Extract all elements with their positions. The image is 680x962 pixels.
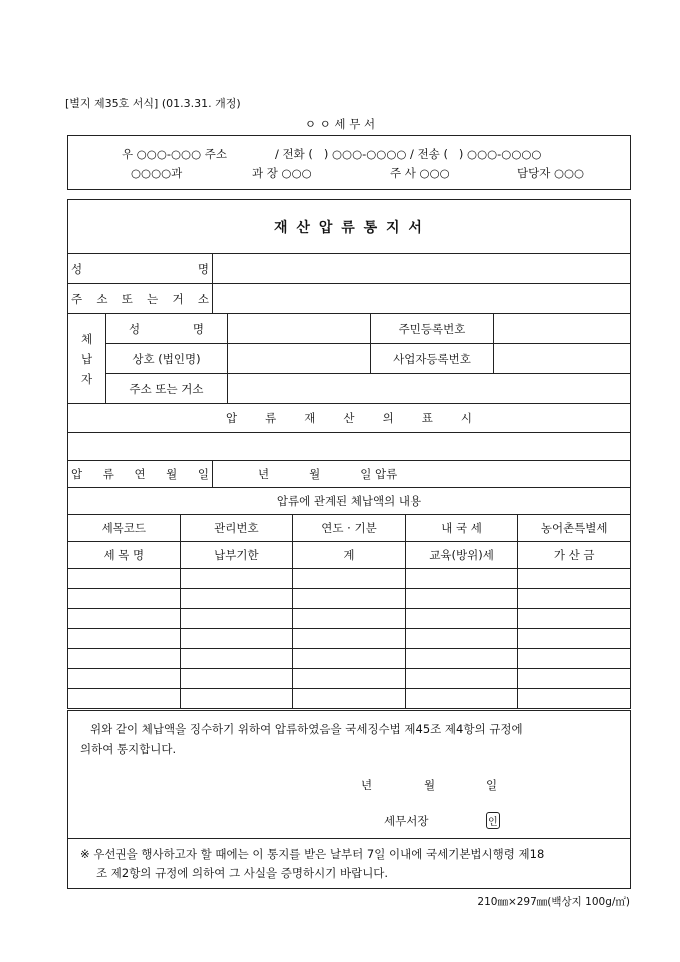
table-cell[interactable]	[68, 689, 181, 709]
table-cell[interactable]	[180, 589, 293, 609]
address-label: 주 소 또 는 거 소	[68, 284, 213, 314]
delinquent-table	[67, 313, 631, 404]
address-field[interactable]	[213, 284, 631, 314]
table-cell[interactable]	[180, 569, 293, 589]
table-row	[68, 609, 631, 629]
table-cell[interactable]	[405, 609, 518, 629]
col-education-tax: 교육(방위)세	[405, 542, 518, 569]
statement-table	[67, 710, 631, 889]
note-cell	[68, 839, 631, 889]
date-day: 일	[486, 778, 498, 792]
delinquent-name-field[interactable]	[228, 314, 371, 344]
table-row	[68, 629, 631, 649]
officer: 주 사 ○○○	[390, 166, 450, 180]
seal-mark: 인	[486, 812, 500, 829]
table-cell[interactable]	[68, 569, 181, 589]
table-cell[interactable]	[293, 609, 406, 629]
date-month: 월	[424, 778, 436, 792]
delinquent-address-label: 주소 또는 거소	[106, 374, 228, 404]
property-field[interactable]	[68, 433, 631, 461]
company-label: 상호 (법인명)	[106, 344, 228, 374]
table-cell[interactable]	[293, 569, 406, 589]
table-cell[interactable]	[518, 669, 631, 689]
table-row	[68, 569, 631, 589]
seizure-date-label: 압 류 연 월 일	[68, 461, 213, 488]
property-table	[67, 403, 631, 461]
col-due-date: 납부기한	[180, 542, 293, 569]
col-national-tax: 내 국 세	[405, 515, 518, 542]
table-cell[interactable]	[180, 609, 293, 629]
table-cell[interactable]	[405, 669, 518, 689]
table-cell[interactable]	[68, 609, 181, 629]
seizure-date-field[interactable]: 년 월 일 압류	[213, 461, 631, 488]
col-total: 계	[293, 542, 406, 569]
name-field[interactable]	[213, 254, 631, 284]
delinquent-label: 체 납 자	[68, 314, 106, 404]
table-cell[interactable]	[293, 669, 406, 689]
table-cell[interactable]	[68, 669, 181, 689]
col-rural-tax: 농어촌특별세	[518, 515, 631, 542]
header-row-1	[68, 515, 631, 542]
table-cell[interactable]	[68, 629, 181, 649]
name-label: 성 명	[68, 254, 213, 284]
table-cell[interactable]	[180, 649, 293, 669]
statement-cell	[68, 711, 631, 839]
statement-text-1: 위와 같이 체납액을 징수하기 위하여 압류하였음을 국세징수법 제45조 제4항의 규정에	[90, 722, 523, 736]
rrn-field[interactable]	[494, 314, 631, 344]
office-address: 우 ○○○-○○○ 주소	[122, 147, 227, 161]
table-row	[68, 669, 631, 689]
table-cell[interactable]	[405, 649, 518, 669]
section-chief: 과 장 ○○○	[252, 166, 312, 180]
statement-text-2: 의하여 통지합니다.	[80, 742, 177, 756]
date-year: 년	[361, 778, 373, 792]
note-line-1: ※ 우선권을 행사하고자 할 때에는 이 통지를 받은 날부터 7일 이내에 국세기본법시행령 제18	[80, 846, 545, 861]
table-row	[68, 689, 631, 709]
col-mgmt-no: 관리번호	[180, 515, 293, 542]
table-cell[interactable]	[518, 589, 631, 609]
table-cell[interactable]	[180, 669, 293, 689]
staff-in-charge: 담당자 ○○○	[517, 166, 585, 180]
department: ○○○○과	[131, 166, 183, 180]
col-penalty: 가 산 금	[518, 542, 631, 569]
table-row	[68, 649, 631, 669]
col-year-period: 연도 · 기분	[293, 515, 406, 542]
delinquent-address-field[interactable]	[228, 374, 631, 404]
table-cell[interactable]	[180, 629, 293, 649]
table-cell[interactable]	[405, 569, 518, 589]
seizure-date-table	[67, 460, 631, 515]
table-cell[interactable]	[405, 589, 518, 609]
table-cell[interactable]	[405, 689, 518, 709]
table-cell[interactable]	[293, 689, 406, 709]
office-contact-box	[67, 135, 631, 190]
table-cell[interactable]	[518, 569, 631, 589]
table-cell[interactable]	[68, 649, 181, 669]
form-title: 재 산 압 류 통 지 서	[68, 200, 631, 254]
col-tax-name: 세 목 명	[68, 542, 181, 569]
paper-spec: 210㎜×297㎜(백상지 100g/㎡)	[477, 896, 630, 908]
table-cell[interactable]	[68, 589, 181, 609]
rrn-label: 주민등록번호	[371, 314, 494, 344]
note-line-2: 조 제2항의 규정에 의하여 그 사실을 증명하시기 바랍니다.	[96, 865, 389, 880]
tax-office-name: ㅇ ㅇ 세 무 서	[304, 117, 376, 131]
brn-label: 사업자등록번호	[371, 344, 494, 374]
property-label: 압 류 재 산 의 표 시	[68, 404, 631, 433]
table-cell[interactable]	[518, 689, 631, 709]
col-tax-code: 세목코드	[68, 515, 181, 542]
title-table	[67, 199, 631, 254]
recipient-table	[67, 253, 631, 314]
table-row	[68, 589, 631, 609]
office-phone-fax: / 전화 ( ) ○○○-○○○○ / 전송 ( ) ○○○-○○○○	[275, 147, 542, 161]
company-field[interactable]	[228, 344, 371, 374]
amount-section-label: 압류에 관계된 체납액의 내용	[68, 488, 631, 515]
brn-field[interactable]	[494, 344, 631, 374]
table-cell[interactable]	[293, 629, 406, 649]
amount-table	[67, 514, 631, 709]
table-cell[interactable]	[518, 649, 631, 669]
delinquent-name-label: 성 명	[106, 314, 228, 344]
table-cell[interactable]	[180, 689, 293, 709]
header-row-2	[68, 542, 631, 569]
table-cell[interactable]	[293, 649, 406, 669]
signer-title: 세무서장	[384, 814, 429, 828]
table-cell[interactable]	[293, 589, 406, 609]
table-cell[interactable]	[405, 629, 518, 649]
table-cell[interactable]	[518, 609, 631, 629]
form-reference: [별지 제35호 서식] (01.3.31. 개정)	[65, 97, 241, 110]
table-cell[interactable]	[518, 629, 631, 649]
